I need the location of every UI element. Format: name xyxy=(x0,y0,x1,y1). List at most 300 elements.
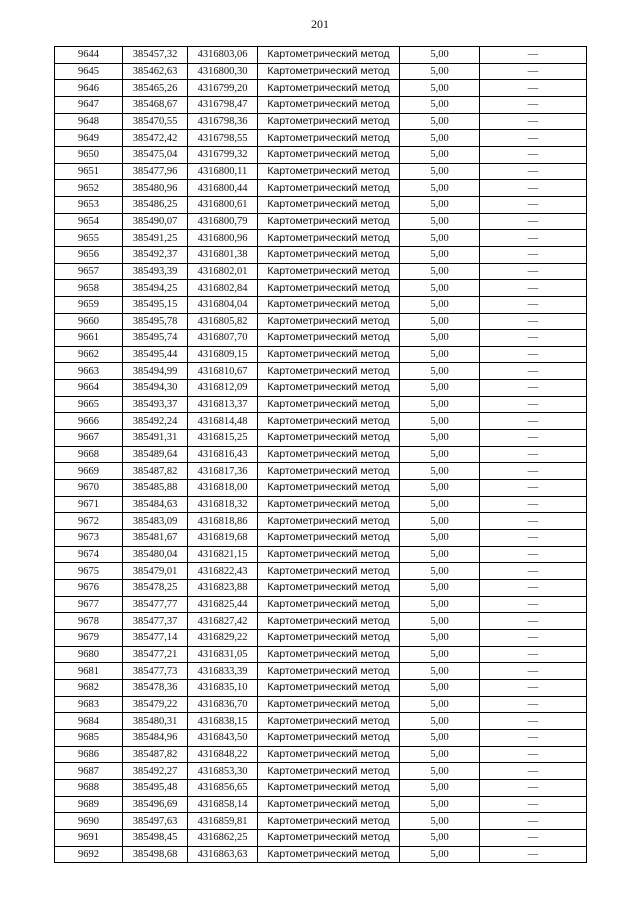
note-cell: — xyxy=(480,813,587,830)
method-cell: Картометрический метод xyxy=(258,296,400,313)
accuracy-cell: 5,00 xyxy=(400,330,480,347)
x-coordinate-cell: 385470,55 xyxy=(123,113,188,130)
note-cell: — xyxy=(480,196,587,213)
y-coordinate-cell: 4316835,10 xyxy=(188,679,258,696)
note-cell: — xyxy=(480,280,587,297)
method-cell: Картометрический метод xyxy=(258,663,400,680)
method-cell: Картометрический метод xyxy=(258,246,400,263)
y-coordinate-cell: 4316853,30 xyxy=(188,763,258,780)
accuracy-cell: 5,00 xyxy=(400,846,480,863)
x-coordinate-cell: 385494,99 xyxy=(123,363,188,380)
table-row xyxy=(55,580,587,597)
table-row xyxy=(55,230,587,247)
x-coordinate-cell: 385492,24 xyxy=(123,413,188,430)
point-number-cell: 9681 xyxy=(55,663,123,680)
table-row xyxy=(55,629,587,646)
table-row xyxy=(55,296,587,313)
method-cell: Картометрический метод xyxy=(258,363,400,380)
y-coordinate-cell: 4316823,88 xyxy=(188,580,258,597)
table-row xyxy=(55,180,587,197)
method-cell: Картометрический метод xyxy=(258,230,400,247)
note-cell: — xyxy=(480,846,587,863)
table-row xyxy=(55,146,587,163)
accuracy-cell: 5,00 xyxy=(400,513,480,530)
table-row xyxy=(55,779,587,796)
accuracy-cell: 5,00 xyxy=(400,213,480,230)
note-cell: — xyxy=(480,330,587,347)
accuracy-cell: 5,00 xyxy=(400,629,480,646)
y-coordinate-cell: 4316800,79 xyxy=(188,213,258,230)
table-row xyxy=(55,696,587,713)
y-coordinate-cell: 4316818,00 xyxy=(188,480,258,497)
method-cell: Картометрический метод xyxy=(258,146,400,163)
y-coordinate-cell: 4316800,44 xyxy=(188,180,258,197)
method-cell: Картометрический метод xyxy=(258,80,400,97)
table-row xyxy=(55,330,587,347)
note-cell: — xyxy=(480,463,587,480)
y-coordinate-cell: 4316863,63 xyxy=(188,846,258,863)
point-number-cell: 9682 xyxy=(55,679,123,696)
y-coordinate-cell: 4316799,32 xyxy=(188,146,258,163)
table-row xyxy=(55,513,587,530)
page-number: 201 xyxy=(311,17,329,31)
table-row xyxy=(55,413,587,430)
y-coordinate-cell: 4316816,43 xyxy=(188,446,258,463)
note-cell: — xyxy=(480,613,587,630)
x-coordinate-cell: 385483,09 xyxy=(123,513,188,530)
x-coordinate-cell: 385468,67 xyxy=(123,96,188,113)
x-coordinate-cell: 385480,04 xyxy=(123,546,188,563)
accuracy-cell: 5,00 xyxy=(400,813,480,830)
table-row xyxy=(55,63,587,80)
x-coordinate-cell: 385481,67 xyxy=(123,530,188,547)
point-number-cell: 9677 xyxy=(55,596,123,613)
point-number-cell: 9653 xyxy=(55,196,123,213)
note-cell: — xyxy=(480,363,587,380)
table-row xyxy=(55,280,587,297)
y-coordinate-cell: 4316859,81 xyxy=(188,813,258,830)
y-coordinate-cell: 4316802,84 xyxy=(188,280,258,297)
point-number-cell: 9672 xyxy=(55,513,123,530)
method-cell: Картометрический метод xyxy=(258,463,400,480)
point-number-cell: 9680 xyxy=(55,646,123,663)
accuracy-cell: 5,00 xyxy=(400,413,480,430)
accuracy-cell: 5,00 xyxy=(400,779,480,796)
accuracy-cell: 5,00 xyxy=(400,480,480,497)
point-number-cell: 9683 xyxy=(55,696,123,713)
point-number-cell: 9651 xyxy=(55,163,123,180)
table-row xyxy=(55,47,587,64)
note-cell: — xyxy=(480,530,587,547)
note-cell: — xyxy=(480,480,587,497)
table-row xyxy=(55,313,587,330)
y-coordinate-cell: 4316805,82 xyxy=(188,313,258,330)
y-coordinate-cell: 4316821,15 xyxy=(188,546,258,563)
x-coordinate-cell: 385491,31 xyxy=(123,430,188,447)
point-number-cell: 9686 xyxy=(55,746,123,763)
method-cell: Картометрический метод xyxy=(258,696,400,713)
x-coordinate-cell: 385495,74 xyxy=(123,330,188,347)
method-cell: Картометрический метод xyxy=(258,729,400,746)
table-row xyxy=(55,763,587,780)
note-cell: — xyxy=(480,346,587,363)
point-number-cell: 9679 xyxy=(55,629,123,646)
accuracy-cell: 5,00 xyxy=(400,530,480,547)
y-coordinate-cell: 4316827,42 xyxy=(188,613,258,630)
y-coordinate-cell: 4316829,22 xyxy=(188,629,258,646)
method-cell: Картометрический метод xyxy=(258,779,400,796)
x-coordinate-cell: 385457,32 xyxy=(123,47,188,64)
x-coordinate-cell: 385497,63 xyxy=(123,813,188,830)
x-coordinate-cell: 385477,96 xyxy=(123,163,188,180)
point-number-cell: 9678 xyxy=(55,613,123,630)
table-row xyxy=(55,480,587,497)
accuracy-cell: 5,00 xyxy=(400,430,480,447)
x-coordinate-cell: 385498,68 xyxy=(123,846,188,863)
y-coordinate-cell: 4316813,37 xyxy=(188,396,258,413)
y-coordinate-cell: 4316800,96 xyxy=(188,230,258,247)
method-cell: Картометрический метод xyxy=(258,396,400,413)
accuracy-cell: 5,00 xyxy=(400,47,480,64)
x-coordinate-cell: 385492,37 xyxy=(123,246,188,263)
point-number-cell: 9674 xyxy=(55,546,123,563)
note-cell: — xyxy=(480,213,587,230)
x-coordinate-cell: 385479,22 xyxy=(123,696,188,713)
note-cell: — xyxy=(480,246,587,263)
accuracy-cell: 5,00 xyxy=(400,96,480,113)
accuracy-cell: 5,00 xyxy=(400,313,480,330)
table-row xyxy=(55,746,587,763)
note-cell: — xyxy=(480,113,587,130)
x-coordinate-cell: 385493,39 xyxy=(123,263,188,280)
note-cell: — xyxy=(480,47,587,64)
note-cell: — xyxy=(480,746,587,763)
table-row xyxy=(55,196,587,213)
x-coordinate-cell: 385484,96 xyxy=(123,729,188,746)
table-row xyxy=(55,380,587,397)
y-coordinate-cell: 4316825,44 xyxy=(188,596,258,613)
point-number-cell: 9687 xyxy=(55,763,123,780)
table-row xyxy=(55,213,587,230)
y-coordinate-cell: 4316831,05 xyxy=(188,646,258,663)
note-cell: — xyxy=(480,230,587,247)
accuracy-cell: 5,00 xyxy=(400,396,480,413)
note-cell: — xyxy=(480,729,587,746)
table-row xyxy=(55,796,587,813)
y-coordinate-cell: 4316818,32 xyxy=(188,496,258,513)
point-number-cell: 9663 xyxy=(55,363,123,380)
accuracy-cell: 5,00 xyxy=(400,380,480,397)
x-coordinate-cell: 385486,25 xyxy=(123,196,188,213)
y-coordinate-cell: 4316800,30 xyxy=(188,63,258,80)
y-coordinate-cell: 4316799,20 xyxy=(188,80,258,97)
y-coordinate-cell: 4316807,70 xyxy=(188,330,258,347)
table-row xyxy=(55,546,587,563)
note-cell: — xyxy=(480,713,587,730)
method-cell: Картометрический метод xyxy=(258,546,400,563)
note-cell: — xyxy=(480,446,587,463)
table-row xyxy=(55,463,587,480)
method-cell: Картометрический метод xyxy=(258,130,400,147)
y-coordinate-cell: 4316848,22 xyxy=(188,746,258,763)
note-cell: — xyxy=(480,563,587,580)
method-cell: Картометрический метод xyxy=(258,763,400,780)
y-coordinate-cell: 4316802,01 xyxy=(188,263,258,280)
accuracy-cell: 5,00 xyxy=(400,580,480,597)
method-cell: Картометрический метод xyxy=(258,746,400,763)
table-row xyxy=(55,679,587,696)
point-number-cell: 9647 xyxy=(55,96,123,113)
point-number-cell: 9656 xyxy=(55,246,123,263)
table-row xyxy=(55,663,587,680)
method-cell: Картометрический метод xyxy=(258,280,400,297)
x-coordinate-cell: 385490,07 xyxy=(123,213,188,230)
point-number-cell: 9691 xyxy=(55,829,123,846)
note-cell: — xyxy=(480,796,587,813)
method-cell: Картометрический метод xyxy=(258,713,400,730)
table-row xyxy=(55,263,587,280)
method-cell: Картометрический метод xyxy=(258,63,400,80)
accuracy-cell: 5,00 xyxy=(400,763,480,780)
point-number-cell: 9661 xyxy=(55,330,123,347)
table-row xyxy=(55,363,587,380)
point-number-cell: 9649 xyxy=(55,130,123,147)
x-coordinate-cell: 385477,77 xyxy=(123,596,188,613)
y-coordinate-cell: 4316800,11 xyxy=(188,163,258,180)
accuracy-cell: 5,00 xyxy=(400,613,480,630)
x-coordinate-cell: 385477,21 xyxy=(123,646,188,663)
method-cell: Картометрический метод xyxy=(258,813,400,830)
accuracy-cell: 5,00 xyxy=(400,446,480,463)
method-cell: Картометрический метод xyxy=(258,530,400,547)
accuracy-cell: 5,00 xyxy=(400,679,480,696)
accuracy-cell: 5,00 xyxy=(400,346,480,363)
method-cell: Картометрический метод xyxy=(258,596,400,613)
point-number-cell: 9659 xyxy=(55,296,123,313)
accuracy-cell: 5,00 xyxy=(400,296,480,313)
accuracy-cell: 5,00 xyxy=(400,663,480,680)
point-number-cell: 9644 xyxy=(55,47,123,64)
x-coordinate-cell: 385493,37 xyxy=(123,396,188,413)
y-coordinate-cell: 4316798,36 xyxy=(188,113,258,130)
table-row xyxy=(55,496,587,513)
method-cell: Картометрический метод xyxy=(258,346,400,363)
point-number-cell: 9689 xyxy=(55,796,123,813)
note-cell: — xyxy=(480,596,587,613)
point-number-cell: 9669 xyxy=(55,463,123,480)
point-number-cell: 9670 xyxy=(55,480,123,497)
accuracy-cell: 5,00 xyxy=(400,596,480,613)
note-cell: — xyxy=(480,546,587,563)
accuracy-cell: 5,00 xyxy=(400,180,480,197)
point-number-cell: 9673 xyxy=(55,530,123,547)
table-row xyxy=(55,346,587,363)
note-cell: — xyxy=(480,580,587,597)
accuracy-cell: 5,00 xyxy=(400,196,480,213)
method-cell: Картометрический метод xyxy=(258,313,400,330)
method-cell: Картометрический метод xyxy=(258,580,400,597)
point-number-cell: 9654 xyxy=(55,213,123,230)
point-number-cell: 9692 xyxy=(55,846,123,863)
point-number-cell: 9671 xyxy=(55,496,123,513)
x-coordinate-cell: 385495,44 xyxy=(123,346,188,363)
note-cell: — xyxy=(480,396,587,413)
accuracy-cell: 5,00 xyxy=(400,363,480,380)
table-row xyxy=(55,96,587,113)
accuracy-cell: 5,00 xyxy=(400,280,480,297)
y-coordinate-cell: 4316801,38 xyxy=(188,246,258,263)
method-cell: Картометрический метод xyxy=(258,413,400,430)
y-coordinate-cell: 4316822,43 xyxy=(188,563,258,580)
table-row xyxy=(55,729,587,746)
x-coordinate-cell: 385495,15 xyxy=(123,296,188,313)
table-row xyxy=(55,563,587,580)
method-cell: Картометрический метод xyxy=(258,380,400,397)
point-number-cell: 9665 xyxy=(55,396,123,413)
accuracy-cell: 5,00 xyxy=(400,63,480,80)
x-coordinate-cell: 385495,48 xyxy=(123,779,188,796)
x-coordinate-cell: 385480,96 xyxy=(123,180,188,197)
note-cell: — xyxy=(480,413,587,430)
note-cell: — xyxy=(480,629,587,646)
y-coordinate-cell: 4316815,25 xyxy=(188,430,258,447)
method-cell: Картометрический метод xyxy=(258,513,400,530)
x-coordinate-cell: 385477,37 xyxy=(123,613,188,630)
note-cell: — xyxy=(480,80,587,97)
point-number-cell: 9658 xyxy=(55,280,123,297)
table-row xyxy=(55,646,587,663)
table-row xyxy=(55,246,587,263)
note-cell: — xyxy=(480,430,587,447)
note-cell: — xyxy=(480,296,587,313)
accuracy-cell: 5,00 xyxy=(400,646,480,663)
table-row xyxy=(55,829,587,846)
point-number-cell: 9662 xyxy=(55,346,123,363)
y-coordinate-cell: 4316803,06 xyxy=(188,47,258,64)
point-number-cell: 9688 xyxy=(55,779,123,796)
accuracy-cell: 5,00 xyxy=(400,829,480,846)
y-coordinate-cell: 4316833,39 xyxy=(188,663,258,680)
table-row xyxy=(55,596,587,613)
method-cell: Картометрический метод xyxy=(258,829,400,846)
point-number-cell: 9667 xyxy=(55,430,123,447)
table-row xyxy=(55,130,587,147)
method-cell: Картометрический метод xyxy=(258,446,400,463)
table-row xyxy=(55,530,587,547)
accuracy-cell: 5,00 xyxy=(400,113,480,130)
point-number-cell: 9664 xyxy=(55,380,123,397)
x-coordinate-cell: 385480,31 xyxy=(123,713,188,730)
method-cell: Картометрический метод xyxy=(258,679,400,696)
y-coordinate-cell: 4316804,04 xyxy=(188,296,258,313)
note-cell: — xyxy=(480,496,587,513)
method-cell: Картометрический метод xyxy=(258,613,400,630)
note-cell: — xyxy=(480,146,587,163)
accuracy-cell: 5,00 xyxy=(400,696,480,713)
method-cell: Картометрический метод xyxy=(258,563,400,580)
accuracy-cell: 5,00 xyxy=(400,463,480,480)
note-cell: — xyxy=(480,779,587,796)
accuracy-cell: 5,00 xyxy=(400,130,480,147)
y-coordinate-cell: 4316810,67 xyxy=(188,363,258,380)
point-number-cell: 9645 xyxy=(55,63,123,80)
note-cell: — xyxy=(480,646,587,663)
y-coordinate-cell: 4316798,55 xyxy=(188,130,258,147)
table-row xyxy=(55,163,587,180)
table-row xyxy=(55,80,587,97)
table-row xyxy=(55,813,587,830)
method-cell: Картометрический метод xyxy=(258,180,400,197)
method-cell: Картометрический метод xyxy=(258,196,400,213)
table-row xyxy=(55,430,587,447)
x-coordinate-cell: 385498,45 xyxy=(123,829,188,846)
x-coordinate-cell: 385484,63 xyxy=(123,496,188,513)
coordinates-table xyxy=(54,46,587,863)
method-cell: Картометрический метод xyxy=(258,496,400,513)
x-coordinate-cell: 385496,69 xyxy=(123,796,188,813)
method-cell: Картометрический метод xyxy=(258,263,400,280)
table-body xyxy=(55,47,587,863)
x-coordinate-cell: 385494,30 xyxy=(123,380,188,397)
note-cell: — xyxy=(480,679,587,696)
table-row xyxy=(55,113,587,130)
method-cell: Картометрический метод xyxy=(258,846,400,863)
method-cell: Картометрический метод xyxy=(258,796,400,813)
x-coordinate-cell: 385478,36 xyxy=(123,679,188,696)
point-number-cell: 9684 xyxy=(55,713,123,730)
method-cell: Картометрический метод xyxy=(258,113,400,130)
point-number-cell: 9668 xyxy=(55,446,123,463)
accuracy-cell: 5,00 xyxy=(400,80,480,97)
accuracy-cell: 5,00 xyxy=(400,246,480,263)
method-cell: Картометрический метод xyxy=(258,430,400,447)
x-coordinate-cell: 385495,78 xyxy=(123,313,188,330)
point-number-cell: 9657 xyxy=(55,263,123,280)
y-coordinate-cell: 4316814,48 xyxy=(188,413,258,430)
accuracy-cell: 5,00 xyxy=(400,163,480,180)
y-coordinate-cell: 4316843,50 xyxy=(188,729,258,746)
note-cell: — xyxy=(480,313,587,330)
point-number-cell: 9660 xyxy=(55,313,123,330)
y-coordinate-cell: 4316818,86 xyxy=(188,513,258,530)
y-coordinate-cell: 4316819,68 xyxy=(188,530,258,547)
x-coordinate-cell: 385491,25 xyxy=(123,230,188,247)
x-coordinate-cell: 385485,88 xyxy=(123,480,188,497)
y-coordinate-cell: 4316809,15 xyxy=(188,346,258,363)
point-number-cell: 9685 xyxy=(55,729,123,746)
note-cell: — xyxy=(480,829,587,846)
table-row xyxy=(55,846,587,863)
accuracy-cell: 5,00 xyxy=(400,496,480,513)
point-number-cell: 9646 xyxy=(55,80,123,97)
point-number-cell: 9655 xyxy=(55,230,123,247)
note-cell: — xyxy=(480,663,587,680)
y-coordinate-cell: 4316838,15 xyxy=(188,713,258,730)
y-coordinate-cell: 4316862,25 xyxy=(188,829,258,846)
x-coordinate-cell: 385489,64 xyxy=(123,446,188,463)
note-cell: — xyxy=(480,263,587,280)
x-coordinate-cell: 385477,73 xyxy=(123,663,188,680)
note-cell: — xyxy=(480,163,587,180)
accuracy-cell: 5,00 xyxy=(400,563,480,580)
y-coordinate-cell: 4316856,65 xyxy=(188,779,258,796)
x-coordinate-cell: 385478,25 xyxy=(123,580,188,597)
x-coordinate-cell: 385477,14 xyxy=(123,629,188,646)
note-cell: — xyxy=(480,130,587,147)
note-cell: — xyxy=(480,513,587,530)
point-number-cell: 9676 xyxy=(55,580,123,597)
point-number-cell: 9652 xyxy=(55,180,123,197)
